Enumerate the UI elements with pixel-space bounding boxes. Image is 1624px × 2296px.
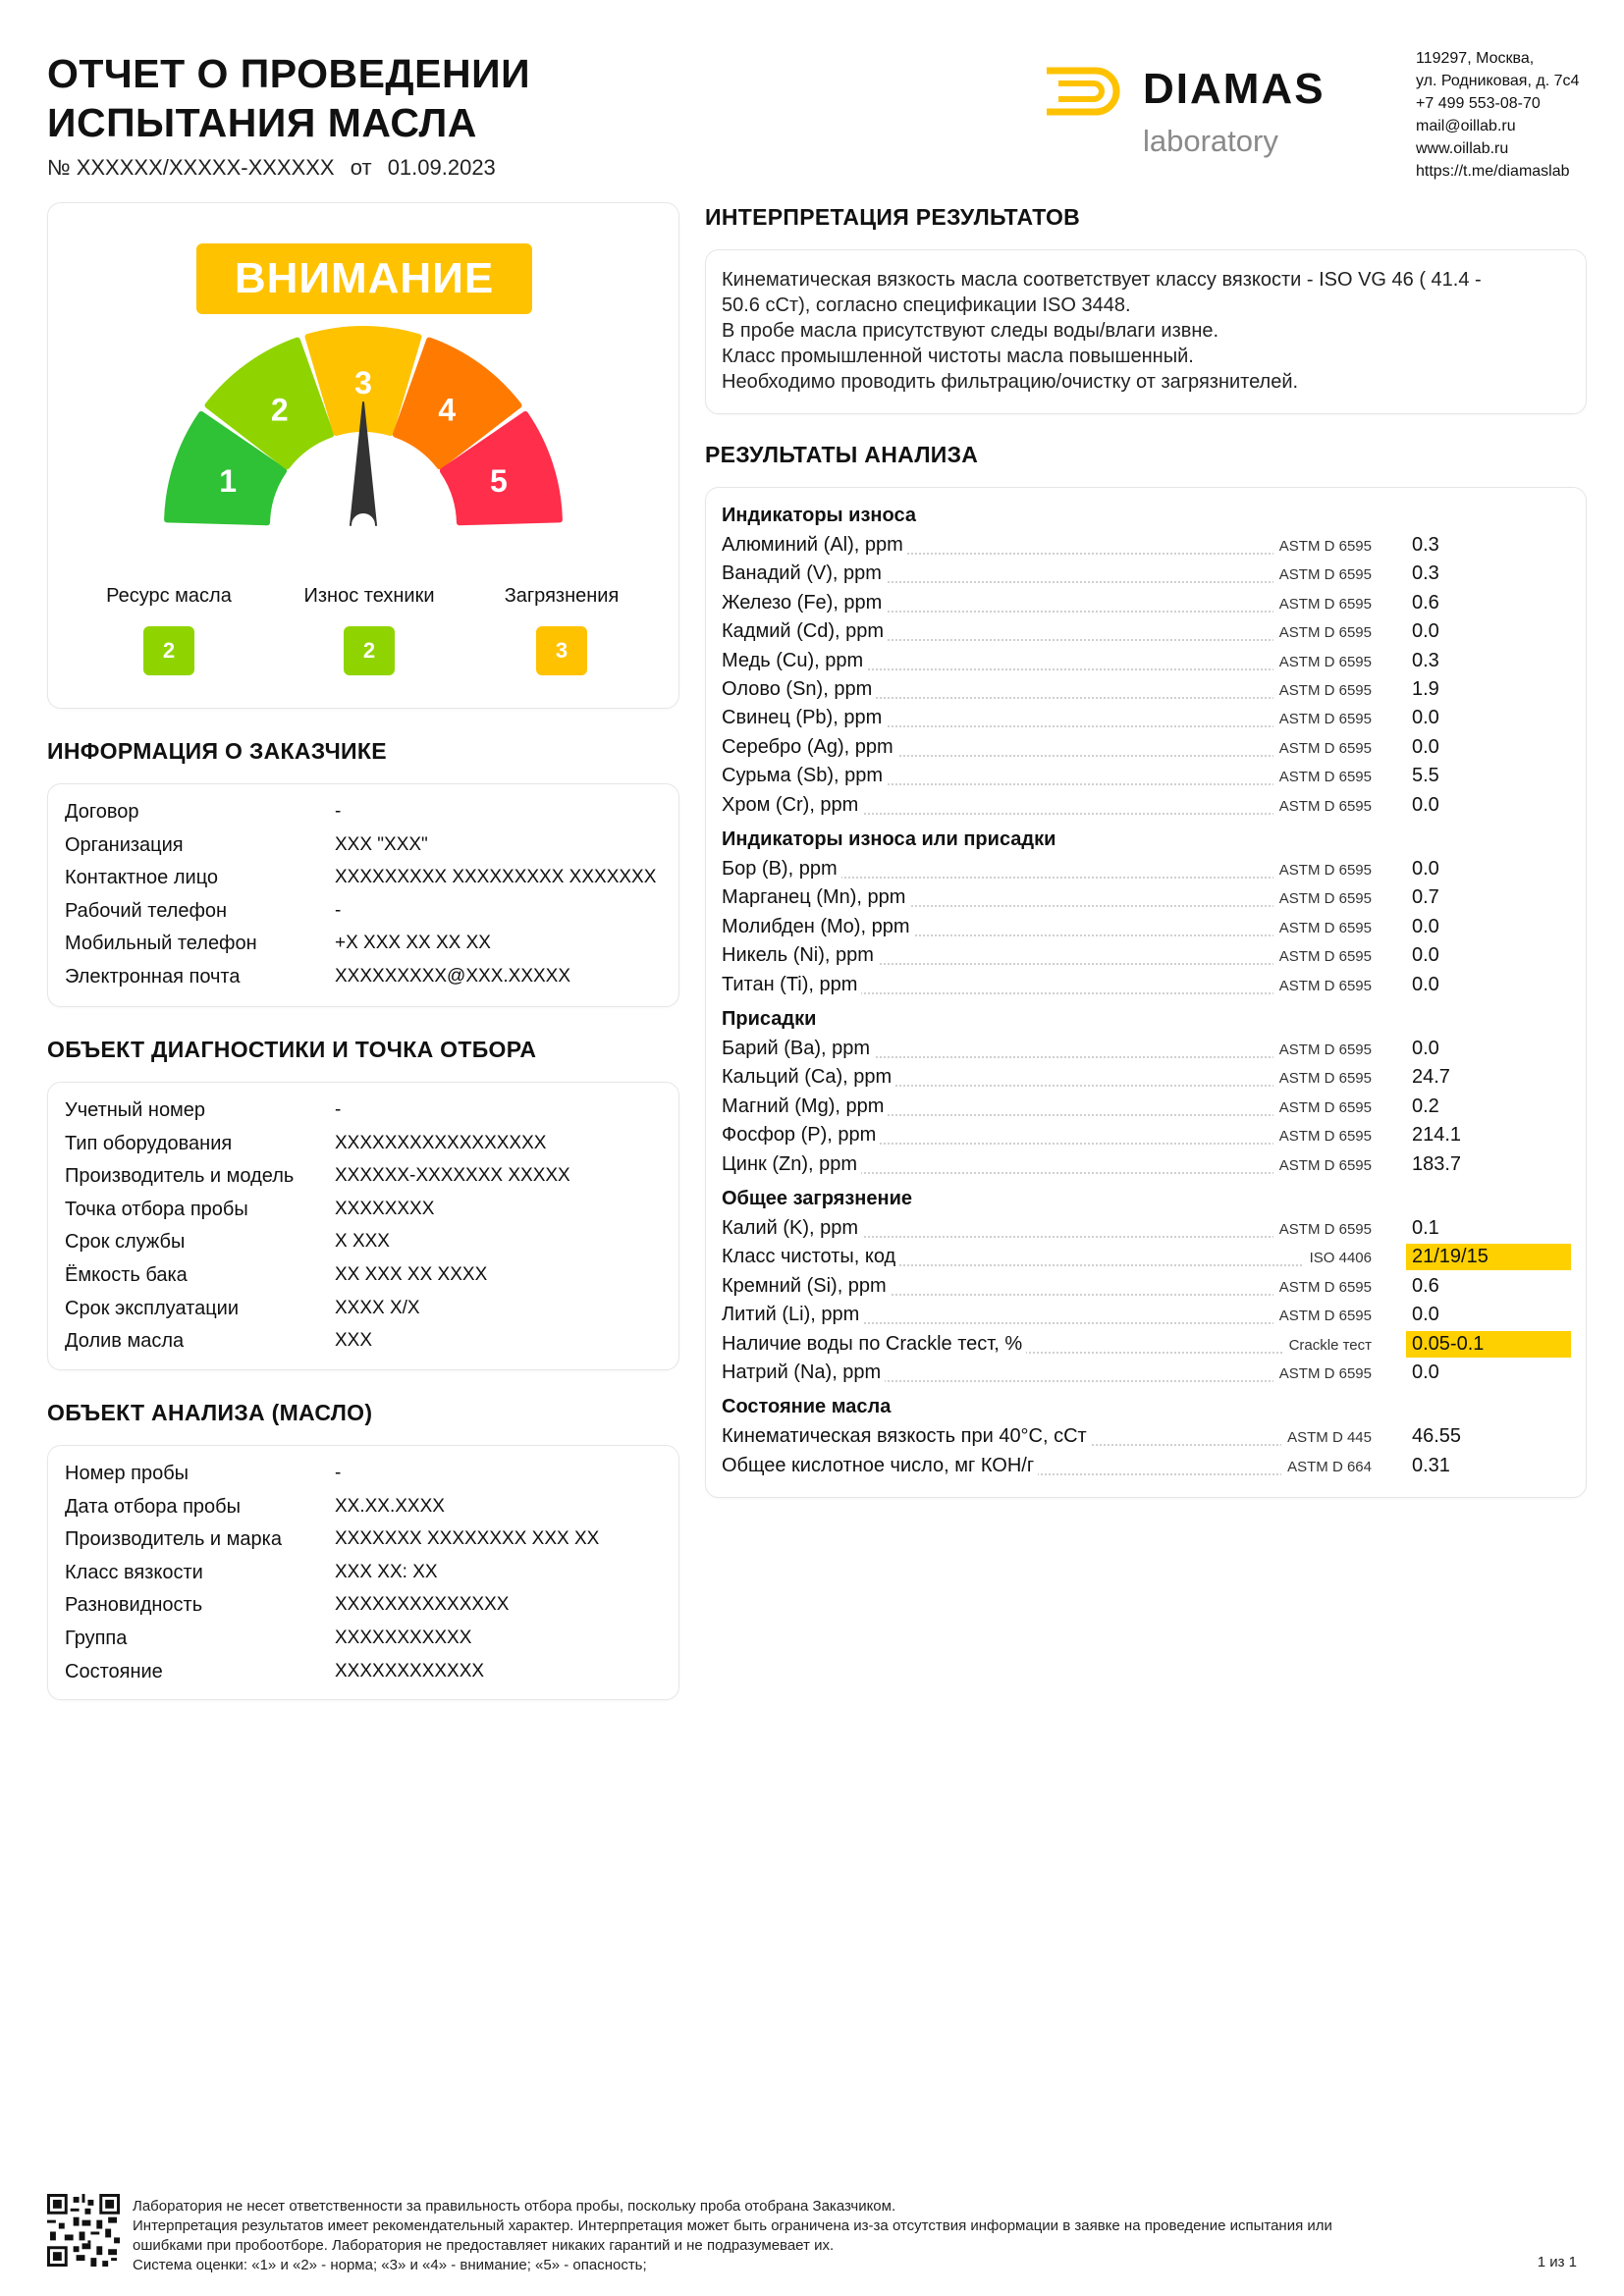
lab-contacts [1416, 47, 1579, 183]
result-row [722, 1362, 1571, 1389]
result-parameter: Кадмий (Cd), ppm [722, 620, 888, 643]
info-value: XXX [335, 1330, 373, 1352]
report-title [47, 49, 530, 147]
info-value: - [335, 1463, 342, 1483]
result-row [722, 794, 1571, 822]
info-key: Электронная почта [65, 966, 241, 988]
result-value: 0.0 [1412, 1038, 1439, 1059]
result-parameter: Кинематическая вязкость при 40°C, сСт [722, 1425, 1091, 1448]
result-row [722, 1455, 1571, 1482]
gauge-segment-number: 4 [438, 392, 457, 428]
page-number: 1 из 1 [1537, 2254, 1577, 2270]
qr-code-icon [47, 2194, 120, 2267]
result-row [722, 1038, 1571, 1065]
result-value: 0.3 [1412, 562, 1439, 585]
interpretation-line: 50.6 сСт), согласно спецификации ISO 3448. [722, 294, 1131, 316]
result-value: 0.31 [1412, 1454, 1450, 1476]
info-value: XXXXXXXXXXXXXX [335, 1594, 510, 1616]
result-row [722, 1095, 1571, 1123]
result-value: 0.05-0.1 [1406, 1331, 1571, 1358]
result-parameter: Серебро (Ag), ppm [722, 736, 897, 759]
contact-website: www.oillab.ru [1416, 140, 1509, 157]
result-parameter: Титан (Ti), ppm [722, 974, 861, 996]
result-value: 24.7 [1412, 1066, 1450, 1089]
result-row [722, 736, 1571, 764]
result-parameter: Кальций (Ca), ppm [722, 1066, 895, 1089]
title-line-2: ИСПЫТАНИЯ МАСЛА [47, 100, 477, 145]
info-value: XX.XX.XXXX [335, 1495, 445, 1517]
result-method: ASTM D 6595 [1273, 1308, 1372, 1324]
result-value: 21/19/15 [1406, 1244, 1571, 1270]
info-key: Состояние [65, 1660, 163, 1682]
document-number [47, 155, 506, 181]
info-value: - [335, 1099, 342, 1120]
indicator-badge-contamination: 3 [536, 626, 587, 675]
result-row [722, 1066, 1571, 1094]
result-parameter: Бор (B), ppm [722, 858, 841, 881]
result-row [722, 650, 1571, 677]
result-row [722, 1425, 1571, 1453]
result-value: 1.9 [1412, 678, 1439, 700]
info-value: XXXXXX-XXXXXXX XXXXX [335, 1165, 570, 1187]
result-row [722, 765, 1571, 792]
doc-date: 01.09.2023 [387, 155, 496, 180]
indicator-label-wear: Износ техники [303, 585, 435, 607]
status-banner: ВНИМАНИЕ [196, 243, 532, 314]
result-method: ASTM D 6595 [1273, 920, 1372, 936]
result-value: 46.55 [1412, 1425, 1462, 1448]
interpretation-text [722, 267, 1546, 395]
result-parameter: Железо (Fe), ppm [722, 592, 886, 614]
doc-number-value: № XXXXXX/XXXXX-XXXXXX [47, 155, 335, 180]
condition-gauge [47, 324, 679, 569]
result-parameter: Цинк (Zn), ppm [722, 1153, 861, 1176]
results-group-title: Общее загрязнение [722, 1188, 912, 1209]
result-method: ASTM D 6595 [1273, 566, 1372, 583]
result-parameter: Калий (K), ppm [722, 1217, 862, 1240]
result-row [722, 1153, 1571, 1181]
result-method: ASTM D 664 [1281, 1459, 1372, 1475]
contact-line: ул. Родниковая, д. 7с4 [1416, 73, 1580, 89]
gauge-segment-number: 5 [490, 463, 508, 500]
result-parameter: Литий (Li), ppm [722, 1304, 863, 1326]
result-row [722, 1333, 1571, 1361]
result-parameter: Никель (Ni), ppm [722, 944, 878, 967]
info-key: Ёмкость бака [65, 1264, 188, 1286]
results-group-title: Индикаторы износа [722, 505, 916, 526]
indicator-label-contamination: Загрязнения [504, 585, 620, 607]
result-method: ASTM D 6595 [1273, 624, 1372, 641]
result-parameter: Натрий (Na), ppm [722, 1362, 885, 1384]
disclaimer-line: Интерпретация результатов имеет рекомендательный характер. Интерпретация может быть ограничена из-за отсутствия информации в заявке на проведение испытания или [133, 2217, 1332, 2234]
object-card [47, 1082, 679, 1370]
info-value: XXXXXXXXXXX [335, 1628, 472, 1648]
info-key: Учетный номер [65, 1099, 206, 1121]
gauge-segment-number: 1 [219, 463, 237, 500]
result-row [722, 916, 1571, 943]
info-key: Мобильный телефон [65, 933, 257, 955]
result-method: ASTM D 6595 [1273, 596, 1372, 613]
gauge-segment-number: 2 [270, 392, 289, 428]
result-value: 0.3 [1412, 534, 1439, 556]
result-row [722, 562, 1571, 590]
results-group-title: Индикаторы износа или присадки [722, 828, 1056, 850]
result-method: ASTM D 6595 [1273, 1041, 1372, 1058]
result-value: 0.0 [1412, 915, 1439, 937]
result-method: ASTM D 6595 [1273, 1128, 1372, 1145]
info-value: XXXXXXX XXXXXXXX XXX XX [335, 1528, 600, 1550]
info-key: Срок эксплуатации [65, 1297, 239, 1319]
info-key: Долив масла [65, 1330, 185, 1353]
result-method: ASTM D 6595 [1273, 769, 1372, 785]
gauge-needle-pivot [360, 522, 367, 529]
object-section-title: ОБЪЕКТ ДИАГНОСТИКИ И ТОЧКА ОТБОРА [47, 1037, 537, 1062]
info-key: Класс вязкости [65, 1561, 203, 1583]
customer-section-title: ИНФОРМАЦИЯ О ЗАКАЗЧИКЕ [47, 738, 387, 764]
info-key: Тип оборудования [65, 1132, 233, 1154]
info-value: XXX XX: XX [335, 1561, 438, 1582]
result-value: 0.0 [1412, 944, 1439, 967]
info-value: XXXXXXXXX@XXX.XXXXX [335, 966, 571, 987]
result-method: ASTM D 6595 [1273, 1279, 1372, 1296]
result-parameter: Магний (Mg), ppm [722, 1095, 888, 1118]
result-method: ASTM D 6595 [1273, 654, 1372, 670]
date-prefix: от [350, 155, 372, 180]
result-value: 0.7 [1412, 886, 1439, 909]
interpretation-line: Кинематическая вязкость масла соответствует классу вязкости - ISO VG 46 ( 41.4 - [722, 269, 1482, 291]
info-key: Группа [65, 1628, 128, 1649]
result-method: Crackle тест [1283, 1337, 1372, 1354]
info-value: XXXXXXXXXXXXXXXXX [335, 1132, 547, 1153]
result-row [722, 1304, 1571, 1331]
info-value: XXX "XXX" [335, 833, 428, 855]
result-method: ASTM D 6595 [1273, 1157, 1372, 1174]
contact-line: 119297, Москва, [1416, 50, 1535, 67]
info-key: Производитель и модель [65, 1165, 295, 1188]
info-key: Дата отбора пробы [65, 1495, 241, 1518]
result-method: ASTM D 6595 [1273, 711, 1372, 727]
disclaimer-line: ошибками при пробоотборе. Лаборатория не предоставляет никаких гарантий и не подразумевает их. [133, 2237, 835, 2254]
info-value: XXXX X/X [335, 1297, 420, 1318]
result-value: 0.6 [1412, 1274, 1439, 1297]
result-value: 0.0 [1412, 1304, 1439, 1326]
result-value: 0.0 [1412, 707, 1439, 729]
info-key: Точка отбора пробы [65, 1198, 248, 1220]
result-method: ASTM D 6595 [1273, 978, 1372, 994]
result-parameter: Наличие воды по Crackle тест, % [722, 1333, 1026, 1356]
result-row [722, 534, 1571, 561]
indicator-badge-wear: 2 [344, 626, 395, 675]
logo-mark-icon [1045, 67, 1133, 116]
info-value: +X XXX XX XX XX [335, 933, 491, 954]
logo-brand: DIAMAS [1143, 65, 1326, 113]
result-method: ASTM D 445 [1281, 1429, 1372, 1446]
info-value: X XXX [335, 1231, 390, 1253]
result-row [722, 678, 1571, 706]
oil-section-title: ОБЪЕКТ АНАЛИЗА (МАСЛО) [47, 1400, 373, 1425]
results-group-title: Присадки [722, 1008, 817, 1030]
result-row [722, 1275, 1571, 1303]
interpretation-section-title: ИНТЕРПРЕТАЦИЯ РЕЗУЛЬТАТОВ [705, 204, 1081, 230]
info-key: Срок службы [65, 1231, 186, 1254]
rating-legend: Система оценки: «1» и «2» - норма; «3» и «4» - внимание; «5» - опасность; [133, 2257, 647, 2273]
result-value: 0.2 [1412, 1095, 1439, 1117]
result-method: ASTM D 6595 [1273, 682, 1372, 699]
info-value: XXXXXXXX [335, 1198, 435, 1219]
result-value: 0.0 [1412, 973, 1439, 995]
result-row [722, 858, 1571, 885]
indicator-label-oil-resource: Ресурс масла [106, 585, 232, 607]
result-method: ASTM D 6595 [1273, 1070, 1372, 1087]
result-row [722, 620, 1571, 648]
result-row [722, 1217, 1571, 1245]
info-key: Договор [65, 801, 139, 823]
result-value: 0.6 [1412, 591, 1439, 614]
gauge-segment-number: 3 [354, 365, 372, 400]
result-value: 214.1 [1412, 1124, 1462, 1147]
interpretation-line: Необходимо проводить фильтрацию/очистку от загрязнителей. [722, 371, 1299, 393]
indicator-badge-oil-resource: 2 [143, 626, 194, 675]
contact-email: mail@oillab.ru [1416, 118, 1516, 134]
result-parameter: Барий (Ba), ppm [722, 1038, 874, 1060]
result-row [722, 1246, 1571, 1273]
result-parameter: Олово (Sn), ppm [722, 678, 876, 701]
result-method: ISO 4406 [1304, 1250, 1372, 1266]
result-value: 183.7 [1412, 1152, 1462, 1175]
result-parameter: Марганец (Mn), ppm [722, 886, 909, 909]
info-value: - [335, 801, 342, 822]
result-value: 0.1 [1412, 1217, 1439, 1239]
result-row [722, 944, 1571, 972]
result-method: ASTM D 6595 [1273, 1365, 1372, 1382]
result-method: ASTM D 6595 [1273, 538, 1372, 555]
result-parameter: Сурьма (Sb), ppm [722, 765, 887, 787]
title-line-1: ОТЧЕТ О ПРОВЕДЕНИИ [47, 51, 531, 96]
result-value: 0.0 [1412, 793, 1439, 816]
info-key: Номер пробы [65, 1463, 189, 1484]
info-value: XX XXX XX XXXX [335, 1264, 488, 1285]
result-value: 0.0 [1412, 1362, 1439, 1383]
result-method: ASTM D 6595 [1273, 798, 1372, 815]
result-method: ASTM D 6595 [1273, 1221, 1372, 1238]
result-row [722, 886, 1571, 914]
result-value: 0.3 [1412, 649, 1439, 671]
result-method: ASTM D 6595 [1273, 740, 1372, 757]
diamas-logo [1045, 67, 1398, 165]
disclaimer [133, 2197, 1546, 2275]
info-key: Производитель и марка [65, 1528, 282, 1551]
result-parameter: Медь (Cu), ppm [722, 650, 867, 672]
result-value: 0.0 [1412, 735, 1439, 758]
result-parameter: Молибден (Mo), ppm [722, 916, 913, 938]
result-method: ASTM D 6595 [1273, 862, 1372, 879]
result-method: ASTM D 6595 [1273, 948, 1372, 965]
result-value: 5.5 [1412, 765, 1439, 787]
result-parameter: Кремний (Si), ppm [722, 1275, 891, 1298]
result-method: ASTM D 6595 [1273, 890, 1372, 907]
result-parameter: Ванадий (V), ppm [722, 562, 886, 585]
result-parameter: Фосфор (P), ppm [722, 1124, 880, 1147]
results-group-title: Состояние масла [722, 1396, 892, 1418]
info-value: XXXXXXXXX XXXXXXXXX XXXXXXX [335, 867, 657, 888]
result-parameter: Хром (Cr), ppm [722, 794, 862, 817]
result-parameter: Класс чистоты, код [722, 1246, 899, 1268]
info-value: XXXXXXXXXXXX [335, 1660, 485, 1682]
result-value: 0.0 [1412, 858, 1439, 880]
result-row [722, 974, 1571, 1001]
contact-phone: +7 499 553-08-70 [1416, 95, 1541, 112]
result-parameter: Общее кислотное число, мг КОН/г [722, 1455, 1038, 1477]
info-key: Организация [65, 833, 184, 856]
info-key: Контактное лицо [65, 867, 219, 889]
logo-sub: laboratory [1143, 124, 1278, 158]
result-row [722, 592, 1571, 619]
results-section-title: РЕЗУЛЬТАТЫ АНАЛИЗА [705, 442, 979, 467]
result-row [722, 1124, 1571, 1151]
result-row [722, 707, 1571, 734]
result-method: ASTM D 6595 [1273, 1099, 1372, 1116]
result-parameter: Алюминий (Al), ppm [722, 534, 907, 557]
info-value: - [335, 899, 342, 921]
result-parameter: Свинец (Pb), ppm [722, 707, 886, 729]
interpretation-line: Класс промышленной чистоты масла повышенный. [722, 346, 1194, 367]
interpretation-line: В пробе масла присутствуют следы воды/влаги извне. [722, 320, 1219, 342]
disclaimer-line: Лаборатория не несет ответственности за правильность отбора пробы, поскольку проба отобрана Заказчиком. [133, 2198, 896, 2215]
info-key: Разновидность [65, 1594, 203, 1617]
info-key: Рабочий телефон [65, 899, 228, 922]
contact-telegram: https://t.me/diamaslab [1416, 163, 1570, 180]
result-value: 0.0 [1412, 620, 1439, 643]
